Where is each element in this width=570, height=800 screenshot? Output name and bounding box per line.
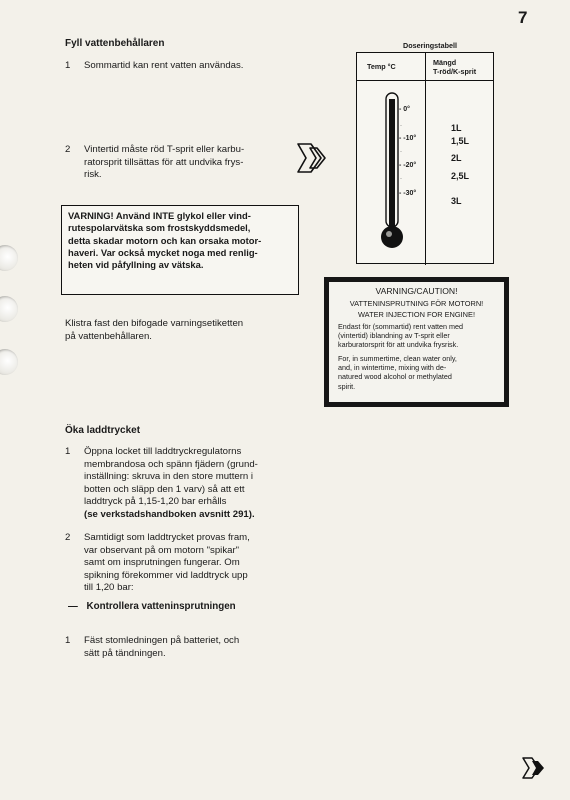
- item-number: 1: [65, 446, 71, 457]
- dose-table-title: Doseringstabell: [403, 41, 457, 50]
- punch-hole-icon: [0, 349, 18, 375]
- item-text-line: spikning förekommer vid laddtryck upp: [84, 569, 248, 581]
- warning-line: rutespolarvätska som frostskyddsmedel,: [68, 222, 251, 234]
- caution-swedish-text: [338, 322, 495, 350]
- item-text: Sommartid kan rent vatten användas.: [84, 60, 244, 71]
- amount-value: 2L: [451, 153, 462, 163]
- caution-text-line: For, in summertime, clean water only,: [338, 354, 457, 363]
- item-text-line: sätt på tändningen.: [84, 647, 166, 659]
- caution-label-inner: [329, 282, 504, 402]
- caution-label: [324, 277, 509, 407]
- punch-hole-icon: [0, 296, 18, 322]
- item-text-line: Samtidigt som laddtrycket provas fram,: [84, 532, 250, 543]
- caution-subheading: VATTENINSPRUTNING FÖR MOTORN!: [349, 299, 484, 308]
- item-text-line: botten och släpp den 1 varv) så att ett: [84, 483, 245, 495]
- item-number: 2: [65, 144, 71, 155]
- temp-value: 0°: [403, 106, 410, 113]
- caution-text-line: natured wood alcohol or methylated: [338, 372, 452, 382]
- temp-mark: - -10°: [399, 135, 417, 142]
- item-text-line: Öppna locket till laddtryckregulatorns: [84, 446, 242, 457]
- column-header-amount-line2: T-röd/K-sprit: [433, 67, 477, 76]
- temp-mark: - -20°: [399, 162, 417, 169]
- caution-text-line: Endast för (sommartid) rent vatten med: [338, 322, 464, 331]
- item-number: 2: [65, 532, 71, 543]
- punch-hole-icon: [0, 245, 18, 271]
- item-text-line: laddtryck på 1,15-1,20 bar erhålls: [84, 496, 227, 507]
- item-number: 1: [65, 635, 71, 646]
- caution-heading: VARNING/CAUTION!: [375, 286, 458, 296]
- amount-value: 1L: [451, 123, 462, 133]
- subheading-text: Kontrollera vatteninsprutningen: [86, 601, 236, 612]
- amount-value: 2,5L: [451, 171, 470, 181]
- item-text-line: Fäst stomledningen på batteriet, och: [84, 635, 240, 646]
- caution-text-line: and, in wintertime, mixing with de-: [338, 363, 447, 373]
- temp-value: -30°: [403, 190, 417, 197]
- temp-value: -20°: [403, 162, 417, 169]
- section-title-boost: Öka laddtrycket: [65, 425, 141, 436]
- warning-line: heten vid påfyllning av vätska.: [68, 259, 204, 271]
- caution-text-line: karburatorsprit för att undvika frysrisk.: [338, 340, 459, 350]
- warning-line: haveri. Var också mycket noga med renlig-: [68, 246, 258, 258]
- arrow-right-icon: [521, 755, 553, 781]
- column-header-amount-line1: Mängd: [433, 58, 457, 67]
- caution-text-line: (vintertid) iblandning av T-sprit eller: [338, 331, 450, 341]
- column-header-temp: Temp °C: [367, 62, 396, 71]
- amount-value: 3L: [451, 196, 462, 206]
- caution-subheading: WATER INJECTION FOR ENGINE!: [357, 310, 476, 319]
- item-text-line: membrandosa och spänn fjädern (grund-: [84, 458, 258, 470]
- subheading-dash: —: [68, 601, 78, 612]
- warning-line: detta skadar motorn och kan orsaka motor-: [68, 234, 262, 246]
- item-text-line: inställning: skruva in den store muttern i: [84, 471, 254, 482]
- dose-table: Temp °C Mängd T-röd/K-sprit - 0° - -10° - -20° - -30° · · · 1L 1,5L 2L 2,5L 3L: [356, 52, 494, 264]
- temp-value: -10°: [403, 135, 417, 142]
- warning-line: VARNING! Använd INTE glykol eller vind-: [68, 210, 251, 221]
- item-text-line: ratorsprit tillsättas för att undvika frys-: [84, 156, 244, 168]
- amount-value: 1,5L: [451, 136, 470, 146]
- item-number: 1: [65, 60, 71, 71]
- sticker-line: på vattenbehållaren.: [65, 330, 152, 342]
- item-text-line: (se verkstadshandboken avsnitt 291).: [84, 508, 255, 520]
- section-title-fill-tank: Fyll vattenbehållaren: [65, 38, 165, 49]
- caution-english-text: [338, 354, 495, 391]
- item-text-line: var observant på om motorn "spikar": [84, 544, 240, 556]
- item-text-line: till 1,20 bar:: [84, 582, 134, 593]
- page-number: 7: [518, 8, 528, 27]
- sticker-instruction: [65, 318, 243, 343]
- arrow-right-icon: [295, 140, 335, 176]
- sticker-line: Klistra fast den bifogade varningsetiketten: [65, 318, 244, 329]
- subheading-check-injection: [68, 601, 236, 612]
- column-header-amount: [433, 58, 476, 76]
- item-text-line: samt om insprutningen fungerar. Om: [84, 557, 240, 568]
- warning-box: [61, 205, 299, 295]
- caution-text-line: spirit.: [338, 381, 356, 391]
- item-text-line: Vintertid måste röd T-sprit eller karbu-: [84, 144, 245, 155]
- temp-mark: - -30°: [399, 190, 417, 197]
- thermometer-icon: [377, 91, 407, 253]
- item-text-line: risk.: [84, 169, 102, 180]
- temp-mark: - 0°: [399, 106, 410, 113]
